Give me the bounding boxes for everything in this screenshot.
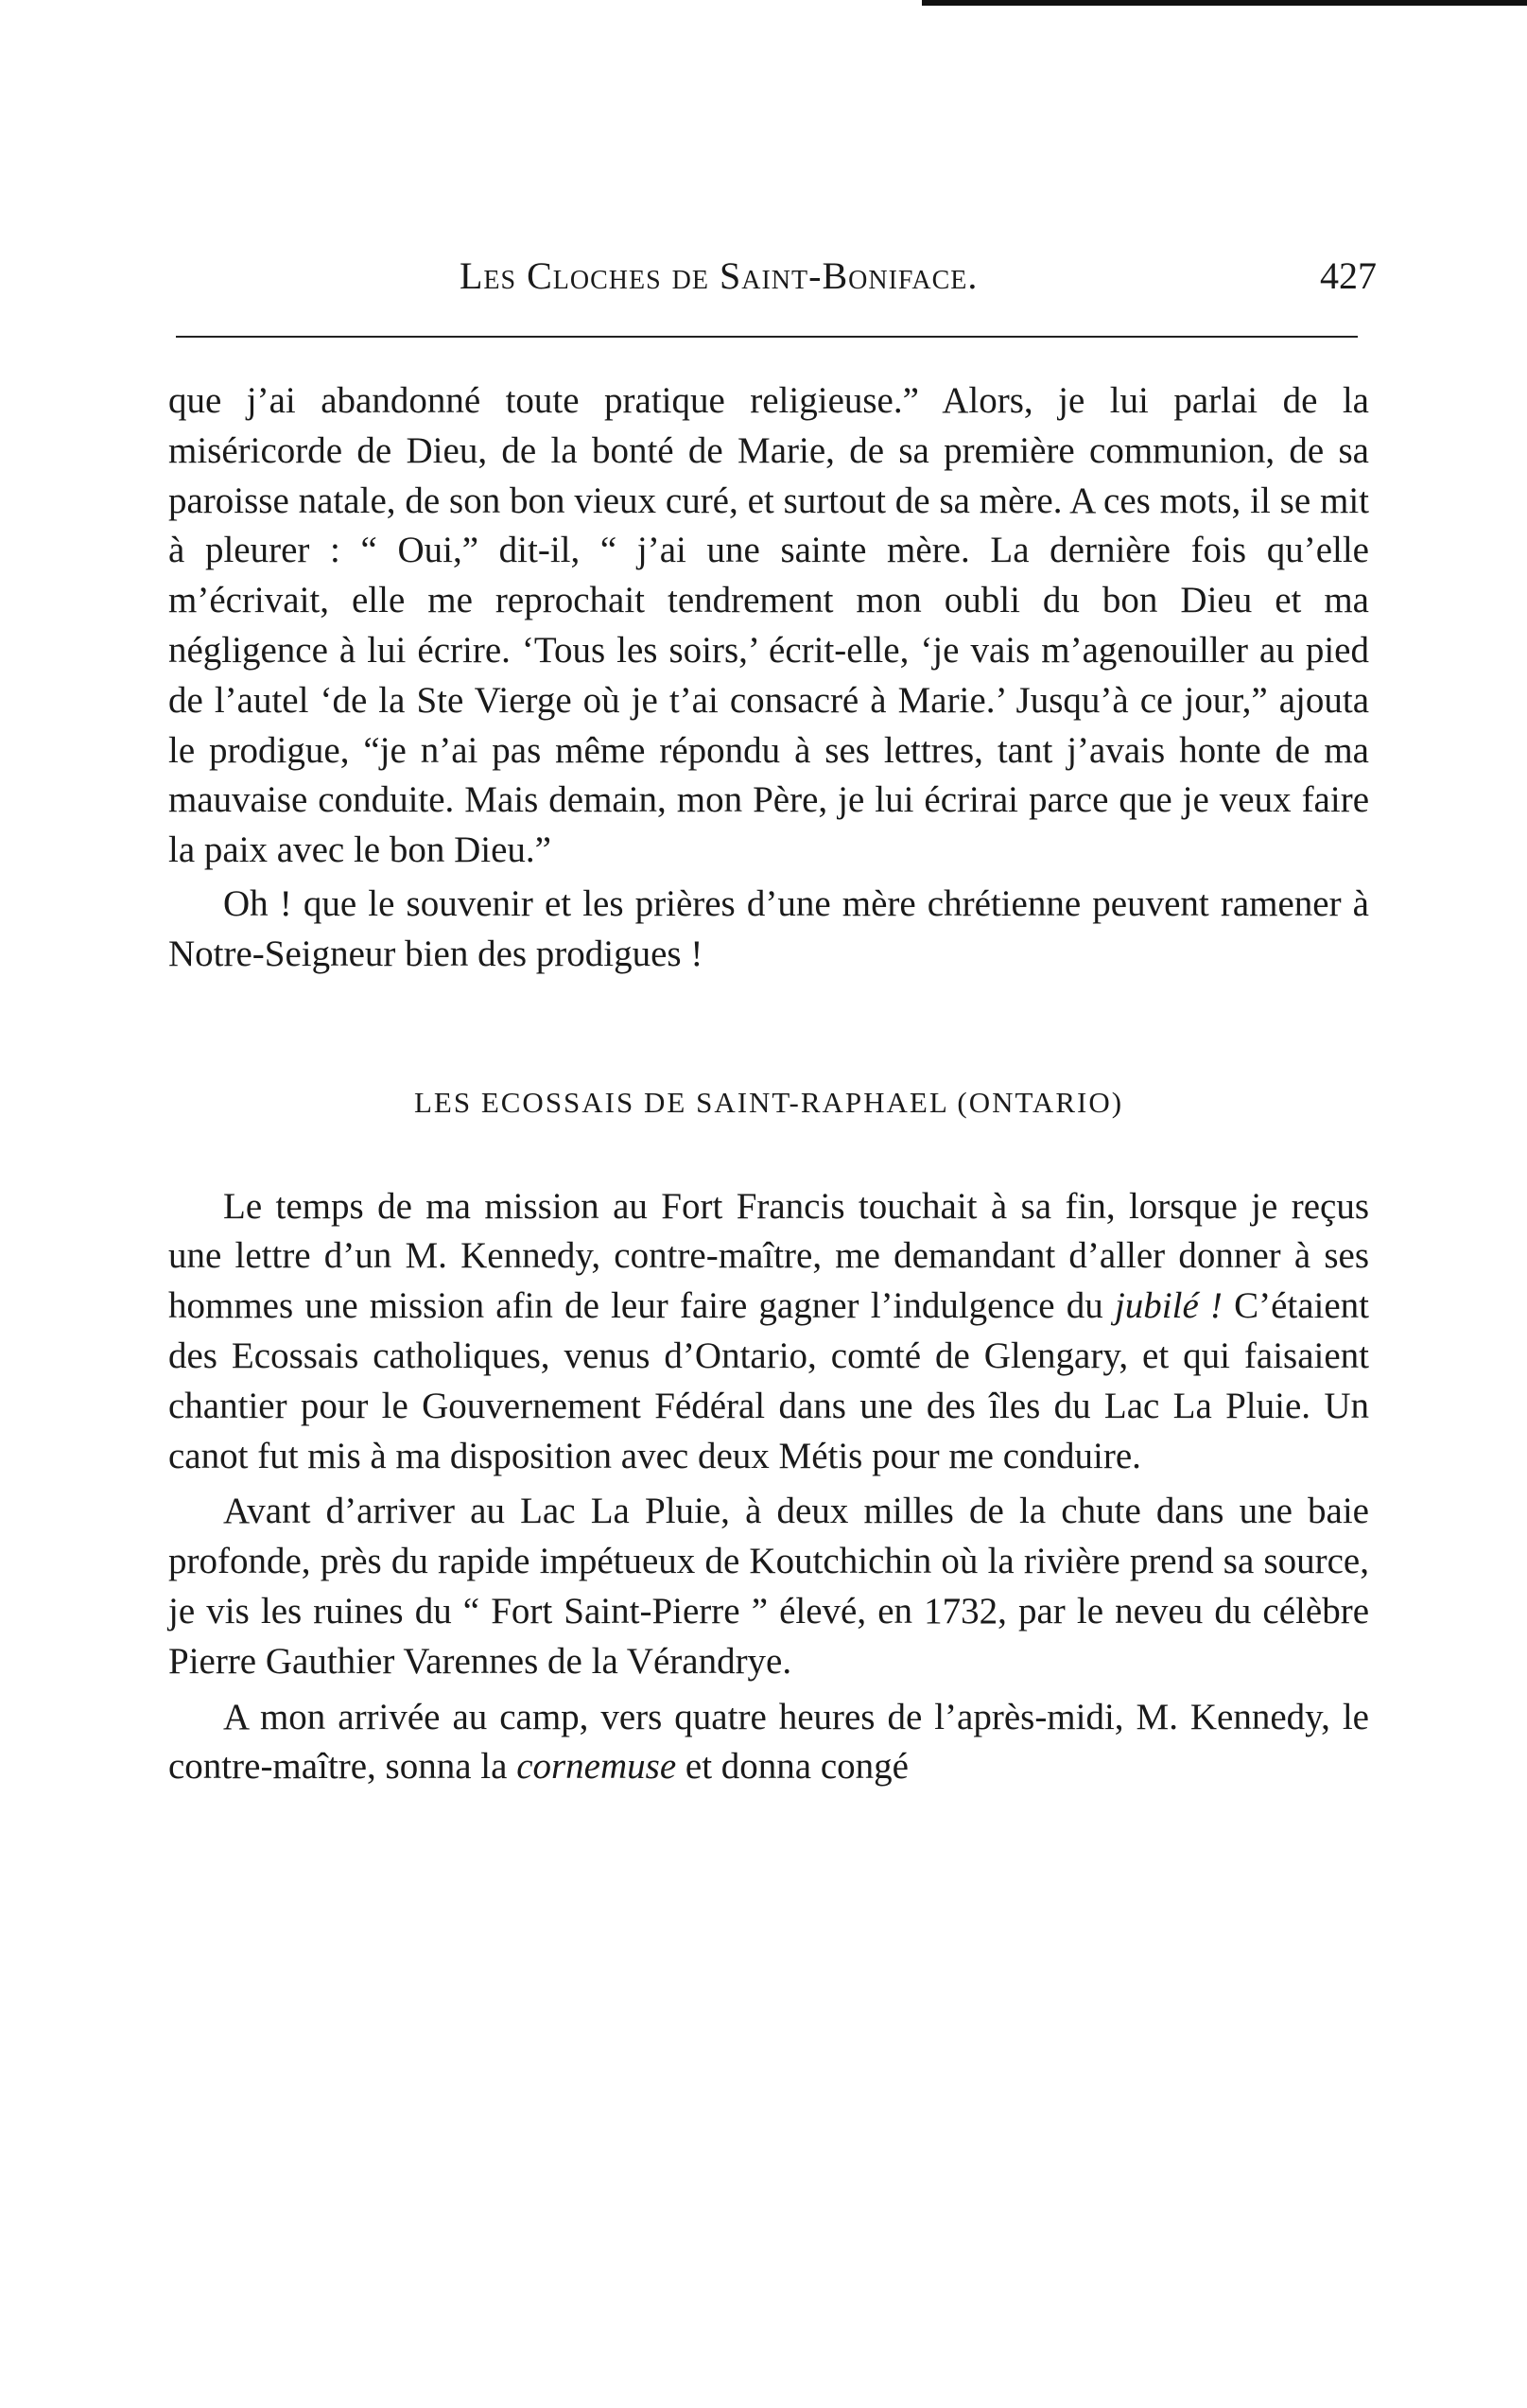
section-heading: LES ECOSSAIS DE SAINT-RAPHAEL (ONTARIO) — [413, 1085, 1124, 1119]
header-rule — [176, 336, 1358, 338]
paragraph-1: que j’ai abandonné toute pratique religieuse.” Alors, je lui parlai de la miséricorde de Dieu, de la bonté de Marie, de sa première communion, de sa paroisse natale, de son bon vieux curé, et surtout de sa mère. A ces mots, il se mit à pleurer : “ Oui,” dit-il, “ j’ai une sainte mère. La dernière fois qu’elle m’écrivait, elle me reprochait tendrement mon oubli du bon Dieu et ma négligence à lui écrire. ‘Tous les soirs,’ écrit-elle, ‘je vais m’agenouiller au pied de l’autel ‘de la Ste Vierge où je t’ai consacré à Marie.’ Jusqu’à ce jour,” ajouta le prodigue, “je n’ai pas même répondu à ses lettres, tant j’avais honte de ma mauvaise conduite. Mais demain, mon Père, je lui écrirai parce que je veux faire la paix avec le bon Dieu.” — [168, 380, 1369, 871]
paragraph-2: Oh ! que le souvenir et les prières d’une mère chrétienne peuvent ramener à Notre-Seigneur bien des prodigues ! — [168, 882, 1369, 974]
paragraph-3 — [168, 1182, 1369, 1482]
paragraph-5 — [168, 1693, 1369, 1793]
paragraph-3-italic: jubilé ! — [1114, 1285, 1223, 1327]
paragraph-4: Avant d’arriver au Lac La Pluie, à deux milles de la chute dans une baie profonde, près du rapide impétueux de Koutchichin où la rivière prend sa source, je vis les ruines du “ Fort Saint-Pierre ” élevé, en 1732, par le neveu du célèbre Pierre Gauthier Varennes de la Vérandrye. — [168, 1491, 1369, 1682]
paragraph-3-text-a: Le temps de ma mission au Fort Francis touchait à sa fin, lorsque je reçus une lettre d’un M. Kennedy, contre-maître, me demandant d’aller donner à ses hommes une mission afin de leur faire gagner l’indulgence du — [168, 1185, 1369, 1327]
paragraph-3-text-b: C’étaient des Ecossais catholiques, venus d’Ontario, comté de Glengary, et qui faisaient chantier pour le Gouvernement Fédéral dans une des îles du Lac La Pluie. Un canot fut mis à ma disposition avec deux Métis pour me conduire. — [168, 1285, 1369, 1476]
page-body — [168, 376, 1369, 1792]
page-number: 427 — [1320, 254, 1377, 297]
paragraph-5-text-a: A mon arrivée au camp, vers quatre heures de l’après-midi, M. Kennedy, le contre-maître, sonna la — [168, 1696, 1369, 1788]
paragraph-5-text-b: et donna congé — [676, 1746, 909, 1788]
paragraph-5-italic: cornemuse — [516, 1746, 677, 1788]
page-header — [176, 253, 1377, 310]
scan-edge-rule — [922, 0, 1527, 6]
running-title: Les Cloches de Saint-Boniface. — [460, 254, 979, 297]
